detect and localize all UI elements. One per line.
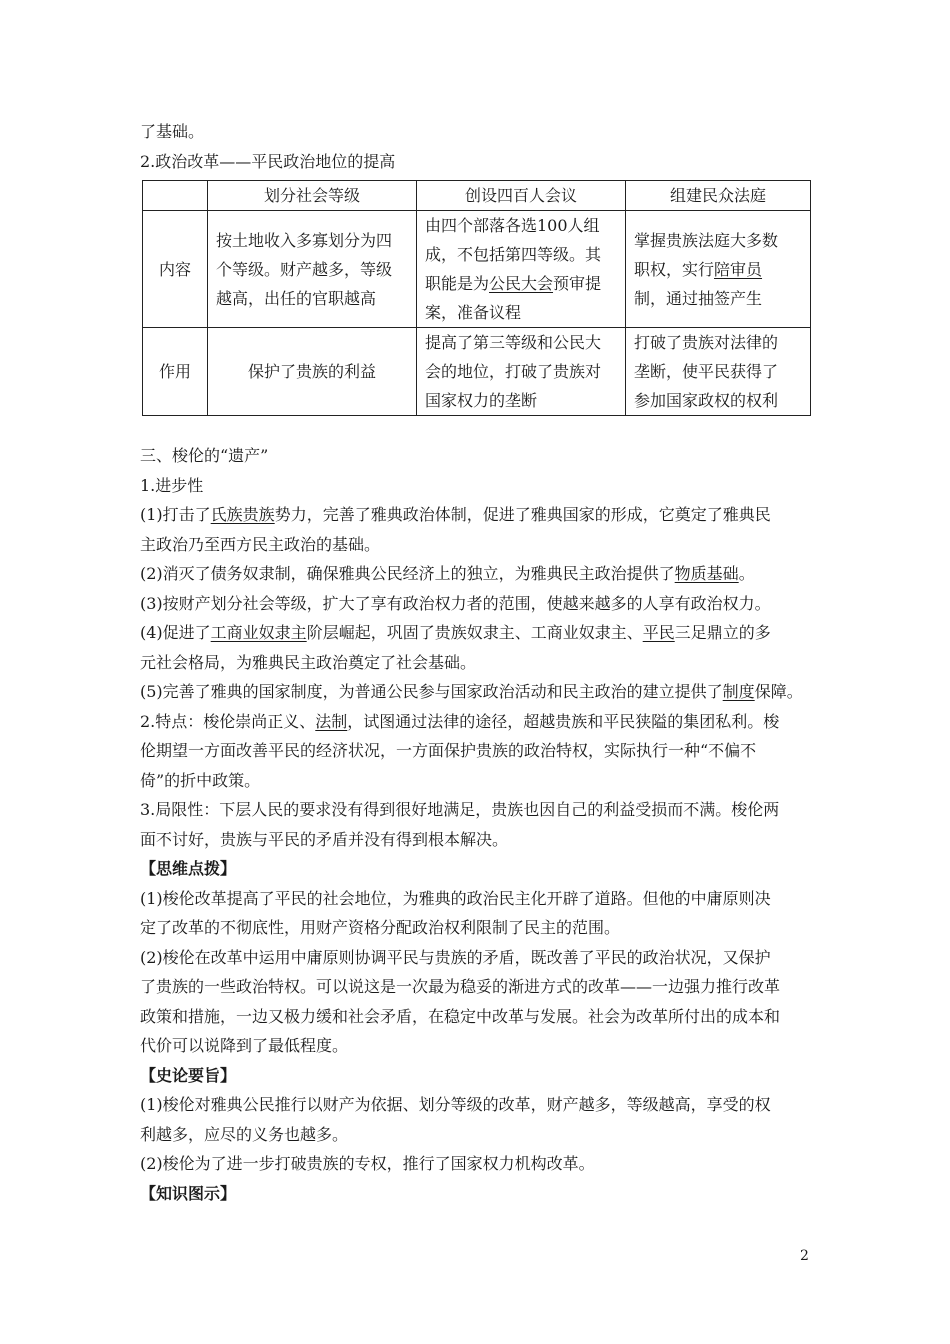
text: 阶层崛起，巩固了贵族奴隶主、工商业奴隶主、 (306, 623, 643, 642)
page-number: 2 (800, 1248, 809, 1264)
underlined-term: 制度 (722, 682, 755, 701)
cell-line: 由四个部落各选100人组 (425, 216, 600, 235)
text: 保障。 (754, 682, 803, 701)
paragraph-line (140, 618, 812, 648)
cell-line: 打破了贵族对法律的 (634, 333, 779, 352)
paragraph-line: 主政治乃至西方民主政治的基础。 (140, 534, 381, 554)
section-heading: 三、梭伦的“遗产” (140, 446, 269, 465)
section-heading: 2.政治改革——平民政治地位的提高 (140, 152, 396, 171)
underlined-term: 物质基础 (674, 564, 739, 583)
section-heading: 【思维点拨】 (140, 859, 237, 878)
paragraph-line: 利越多，应尽的义务也越多。 (140, 1124, 349, 1144)
text: 。 (738, 564, 755, 583)
text: ，试图通过法律的途径，超越贵族和平民狭隘的集团私利。梭 (347, 711, 780, 731)
section-heading: 【史论要旨】 (140, 1065, 237, 1085)
cell-line (425, 269, 617, 298)
table-cell (417, 328, 626, 416)
text: 势力，完善了雅典政治体制，促进了雅典国家的形成，它奠定了雅典民 (274, 505, 771, 524)
text: (4)促进了 (140, 623, 211, 642)
text-line: 了基础。 (140, 122, 205, 141)
paragraph-line: 面不讨好，贵族与平民的矛盾并没有得到根本解决。 (140, 829, 509, 849)
paragraph-line: (3)按财产划分社会等级，扩大了享有政治权力者的范围，使越来越多的人享有政治权力。 (140, 593, 771, 613)
paragraph-line (140, 559, 812, 589)
cell-line: 提高了第三等级和公民大 (425, 333, 602, 352)
underlined-term: 公民大会 (489, 274, 554, 293)
cell-text: 职能是为 (425, 274, 490, 293)
cell-line (634, 255, 802, 284)
paragraph-line: 伦期望一方面改善平民的经济状况，一方面保护贵族的政治特权，实际执行一种“不偏不 (140, 741, 757, 760)
cell-line: 会的地位，打破了贵族对 (425, 362, 602, 381)
underlined-term: 氏族贵族 (210, 505, 275, 524)
row-label: 内容 (143, 211, 208, 328)
cell-line: 国家权力的垄断 (425, 391, 538, 410)
cell-text: 预审提 (553, 274, 602, 293)
body-text (140, 441, 812, 1208)
cell-line: 成，不包括第四等级。其 (425, 245, 602, 264)
paragraph-line: 元社会格局，为雅典民主政治奠定了社会基础。 (140, 652, 477, 672)
paragraph-line (140, 707, 812, 737)
cell-line: 参加国家政权的权利 (634, 391, 779, 410)
table-row (143, 328, 811, 416)
cell-line: 掌握贵族法庭大多数 (634, 230, 779, 250)
paragraph-line: 代价可以说降到了最低程度。 (140, 1036, 349, 1055)
table-header-cell: 创设四百人会议 (417, 181, 626, 211)
section-heading: 【知识图示】 (140, 1183, 237, 1203)
row-label: 作用 (143, 328, 208, 416)
paragraph-line: (1)梭伦改革提高了平民的社会地位，为雅典的政治民主化开辟了道路。但他的中庸原则决 (140, 888, 771, 908)
table-cell (626, 328, 811, 416)
table-cell (417, 211, 626, 328)
paragraph-line: (2)梭伦在改革中运用中庸原则协调平民与贵族的矛盾，既改善了平民的政治状况，又保护 (140, 947, 771, 967)
cell-line: 按土地收入多寡划分为四 (216, 230, 393, 250)
reform-table (142, 180, 811, 416)
paragraph-line: 了贵族的一些政治特权。可以说这是一次最为稳妥的渐进方式的改革——一边强力推行改革 (140, 977, 781, 996)
cell-text: 职权，实行 (634, 259, 715, 279)
paragraph-line: 3.局限性：下层人民的要求没有得到很好地满足，贵族也因自己的利益受损而不满。梭伦两 (140, 800, 780, 819)
underlined-term: 法制 (315, 711, 348, 731)
cell-line: 越高，出任的官职越高 (216, 288, 377, 308)
cell-line: 案，准备议程 (425, 303, 522, 322)
table-cell (208, 211, 417, 328)
paragraph-line: 定了改革的不彻底性，用财产资格分配政治权利限制了民主的范围。 (140, 918, 621, 937)
subheading: 1.进步性 (140, 475, 204, 495)
table-header-cell: 划分社会等级 (208, 181, 417, 211)
paragraph-line (140, 500, 812, 530)
table-header-cell: 组建民众法庭 (626, 181, 811, 211)
paragraph-line: (1)梭伦对雅典公民推行以财产为依据、划分等级的改革，财产越多，等级越高，享受的权 (140, 1095, 771, 1114)
text: (1)打击了 (140, 505, 211, 524)
text: (2)消灭了债务奴隶制，确保雅典公民经济上的独立，为雅典民主政治提供了 (140, 564, 675, 583)
cell-line: 制，通过抽签产生 (634, 288, 763, 308)
underlined-term: 平民 (642, 623, 675, 642)
paragraph-line: 政策和措施，一边又极力缓和社会矛盾，在稳定中改革与发展。社会为改革所付出的成本和 (140, 1006, 781, 1026)
table-header-row (143, 181, 811, 211)
cell-line: 个等级。财产越多，等级 (216, 259, 393, 279)
paragraph-line (140, 677, 812, 707)
paragraph-line: 倚”的折中政策。 (140, 770, 261, 790)
table-cell: 保护了贵族的利益 (208, 328, 417, 416)
paragraph-line: (2)梭伦为了进一步打破贵族的专权，推行了国家权力机构改革。 (140, 1154, 595, 1173)
table-cell (626, 211, 811, 328)
underlined-term: 工商业奴隶主 (210, 623, 307, 642)
table-row (143, 211, 811, 328)
cell-line: 垄断，使平民获得了 (634, 362, 779, 381)
underlined-term: 陪审员 (714, 259, 763, 279)
text: 三足鼎立的多 (674, 623, 771, 642)
text: (5)完善了雅典的国家制度，为普通公民参与国家政治活动和民主政治的建立提供了 (140, 682, 723, 701)
table-header-cell (143, 181, 208, 211)
text: 2.特点：梭伦崇尚正义、 (140, 711, 316, 731)
